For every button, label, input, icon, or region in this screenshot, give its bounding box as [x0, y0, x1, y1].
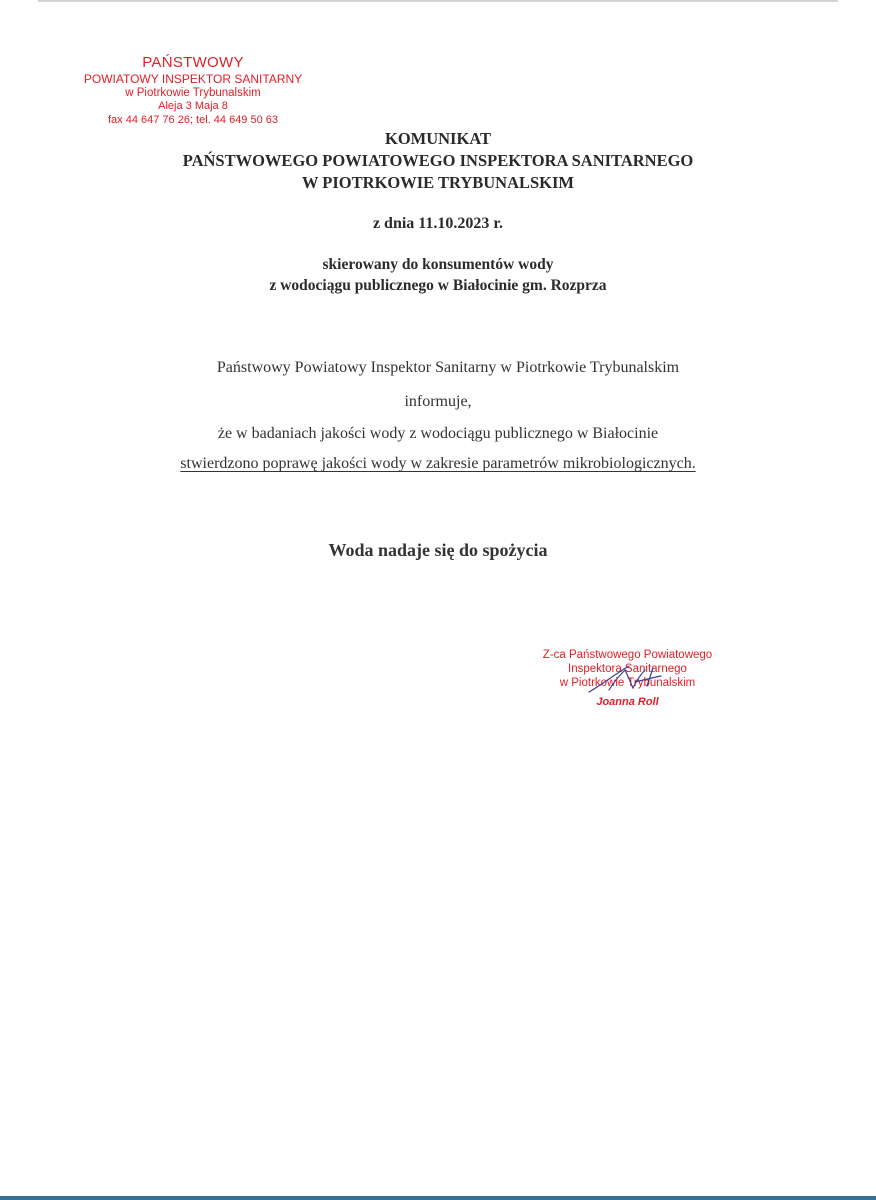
signature-stamp-line: w Piotrkowie Trybunalskim	[559, 677, 696, 689]
addressee-line: z wodociągu publicznego w Białocinie gm. Rozprza	[269, 277, 607, 294]
top-divider	[38, 0, 838, 2]
inspector-header-stamp	[78, 54, 308, 127]
body-line-informs: informuje,	[404, 393, 472, 410]
stamp-line: fax 44 647 76 26; tel. 44 649 50 63	[107, 114, 279, 126]
signatory-name: Joanna Roll	[596, 696, 659, 708]
title-line: W PIOTRKOWIE TRYBUNALSKIM	[301, 173, 575, 192]
document-date: z dnia 11.10.2023 r.	[372, 215, 504, 232]
addressee-line: skierowany do konsumentów wody	[322, 256, 554, 273]
handwritten-signature	[585, 662, 665, 698]
stamp-line: PAŃSTWOWY	[142, 54, 244, 71]
stamp-line: Aleja 3 Maja 8	[158, 100, 228, 112]
body-line-testing: że w badaniach jakości wody z wodociągu publicznego w Białocinie	[217, 425, 659, 442]
body-line-finding: stwierdzono poprawę jakości wody w zakresie parametrów mikrobiologicznych.	[180, 455, 696, 472]
water-verdict: Woda nadaje się do spożycia	[328, 540, 548, 560]
addressee-block	[0, 254, 876, 296]
stamp-line: POWIATOWY INSPEKTOR SANITARNY	[83, 72, 303, 86]
title-line: PAŃSTWOWEGO POWIATOWEGO INSPEKTORA SANITARNEGO	[182, 151, 694, 170]
document-title	[0, 128, 876, 194]
stamp-line: w Piotrkowie Trybunalskim	[125, 87, 261, 99]
signature-stamp-line: Z-ca Państwowego Powiatowego	[542, 649, 713, 661]
body-line-inspector: Państwowy Powiatowy Inspektor Sanitarny w Piotrkowie Trybunalskim	[216, 359, 680, 376]
title-line: KOMUNIKAT	[384, 129, 492, 148]
signature-stamp-line: Inspektora Sanitarnego	[568, 663, 687, 675]
bottom-border	[0, 1196, 876, 1200]
